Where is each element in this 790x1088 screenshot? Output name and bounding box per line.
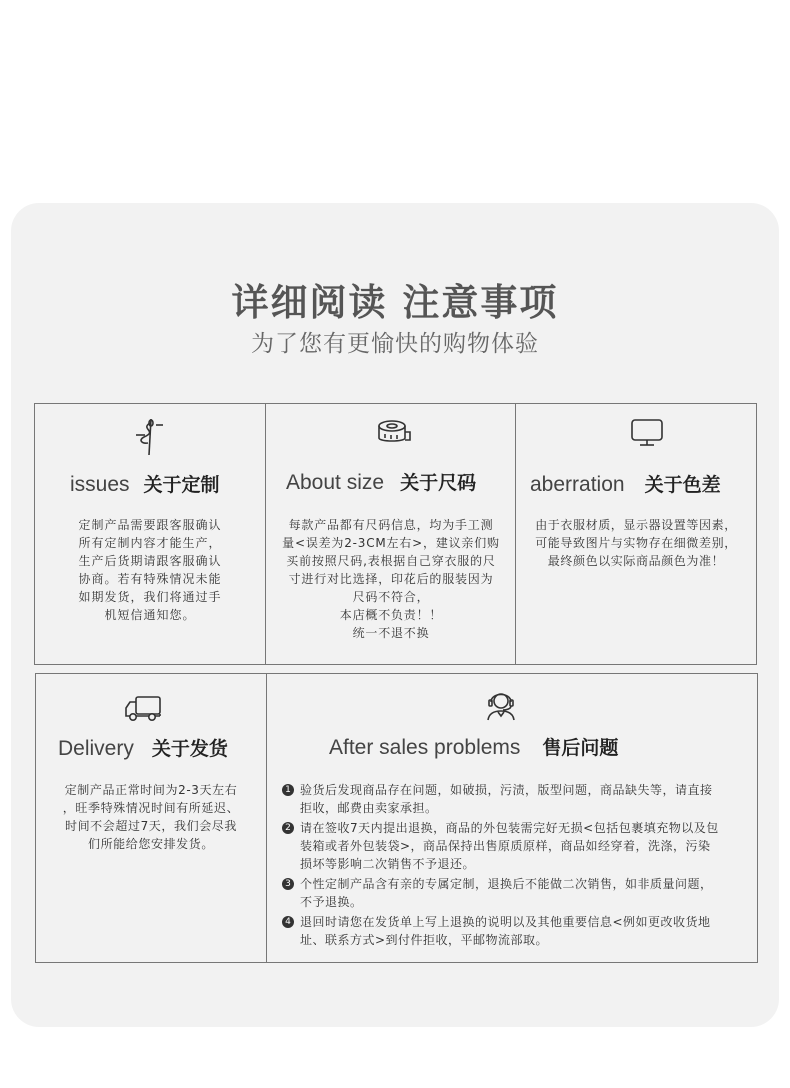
- delivery-title-en: Delivery: [58, 737, 134, 760]
- desc-line: 们所能给您安排发货。: [87, 837, 214, 851]
- aberration-title-en: aberration: [530, 473, 625, 496]
- needle-thread-icon: [134, 417, 166, 461]
- aberration-heading: [530, 470, 721, 497]
- headset-icon: [484, 689, 518, 725]
- monitor-icon: [630, 418, 664, 452]
- after-sales-title-en: After sales problems: [329, 736, 521, 759]
- aberration-description: [521, 516, 751, 570]
- delivery-title-zh: 关于发货: [151, 738, 228, 760]
- number-badge: 1: [282, 784, 294, 796]
- list-item-line: 损坏等影响二次销售不予退还。: [300, 857, 476, 871]
- desc-line: 本店概不负责！！: [339, 608, 443, 622]
- number-badge: 3: [282, 878, 294, 890]
- aberration-title-zh: 关于色差: [644, 474, 721, 496]
- desc-line: 时间不会超过7天，我们会尽我: [64, 819, 238, 833]
- size-title-zh: 关于尺码: [400, 472, 477, 494]
- size-heading: [286, 468, 476, 495]
- tape-measure-icon: [376, 418, 412, 452]
- desc-line: 如期发货，我们将通过手: [78, 590, 222, 604]
- page-subtitle: 为了您有更愉快的购物体验: [251, 331, 539, 357]
- delivery-description: [40, 781, 262, 853]
- after-sales-list: [282, 781, 752, 951]
- after-sales-heading: [329, 733, 618, 760]
- list-item-line: 退回时请您在发货单上写上退换的说明以及其他重要信息<例如更改收货地: [300, 915, 711, 929]
- issues-title-zh: 关于定制: [143, 474, 220, 496]
- desc-line: 每款产品都有尺码信息，均为手工测: [288, 518, 494, 532]
- issues-heading: [70, 470, 220, 497]
- desc-line: 买前按照尺码,表根据自己穿衣服的尺: [286, 554, 496, 568]
- desc-line: 可能导致图片与实物存在细微差别，: [535, 536, 737, 550]
- list-item-line: 装箱或者外包装袋>，商品保持出售原质原样，商品如经穿着，洗涤，污染: [300, 839, 711, 853]
- desc-line: 尺码不符合，: [352, 590, 430, 604]
- desc-line: 协商。若有特殊情况未能: [78, 572, 222, 586]
- number-badge: 2: [282, 822, 294, 834]
- list-item: [282, 819, 752, 873]
- bottom-table-divider: [266, 673, 267, 963]
- delivery-heading: [58, 734, 228, 761]
- list-item-line: 不予退换。: [300, 895, 363, 909]
- desc-line: 最终颜色以实际商品颜色为准！: [547, 554, 725, 568]
- top-table-divider: [515, 403, 516, 665]
- list-item-line: 验货后发现商品存在问题，如破损，污渍，版型问题，商品缺失等，请直接: [300, 783, 713, 797]
- truck-icon: [124, 694, 162, 728]
- page-title: 详细阅读 注意事项: [231, 281, 559, 324]
- list-item-line: 个性定制产品含有亲的专属定制，退换后不能做二次销售，如非质量问题，: [300, 877, 713, 891]
- desc-line: ，旺季特殊情况时间有所延迟、: [62, 801, 240, 815]
- size-description: [271, 516, 511, 642]
- desc-line: 统一不退不换: [352, 626, 430, 640]
- desc-line: 定制产品正常时间为2-3天左右: [64, 783, 238, 797]
- desc-line: 量<误差为2-3CM左右>，建议亲们购: [282, 536, 500, 550]
- list-item: [282, 781, 752, 817]
- desc-line: 生产后货期请跟客服确认: [78, 554, 222, 568]
- list-item-line: 拒收，邮费由卖家承担。: [300, 801, 438, 815]
- list-item: [282, 913, 752, 949]
- list-item-line: 址、联系方式>到付件拒收，平邮物流部取。: [300, 933, 549, 947]
- top-table-divider: [265, 403, 266, 665]
- issues-title-en: issues: [70, 473, 130, 496]
- issues-description: [40, 516, 260, 624]
- desc-line: 所有定制内容才能生产，: [78, 536, 222, 550]
- size-title-en: About size: [286, 471, 385, 494]
- number-badge: 4: [282, 916, 294, 928]
- desc-line: 机短信通知您。: [104, 608, 196, 622]
- after-sales-title-zh: 售后问题: [542, 737, 619, 759]
- list-item-line: 请在签收7天内提出退换，商品的外包装需完好无损<包括包裹填充物以及包: [300, 821, 719, 835]
- desc-line: 定制产品需要跟客服确认: [78, 518, 222, 532]
- desc-line: 由于衣服材质，显示器设置等因素，: [535, 518, 737, 532]
- desc-line: 寸进行对比选择，印花后的服装因为: [288, 572, 494, 586]
- list-item: [282, 875, 752, 911]
